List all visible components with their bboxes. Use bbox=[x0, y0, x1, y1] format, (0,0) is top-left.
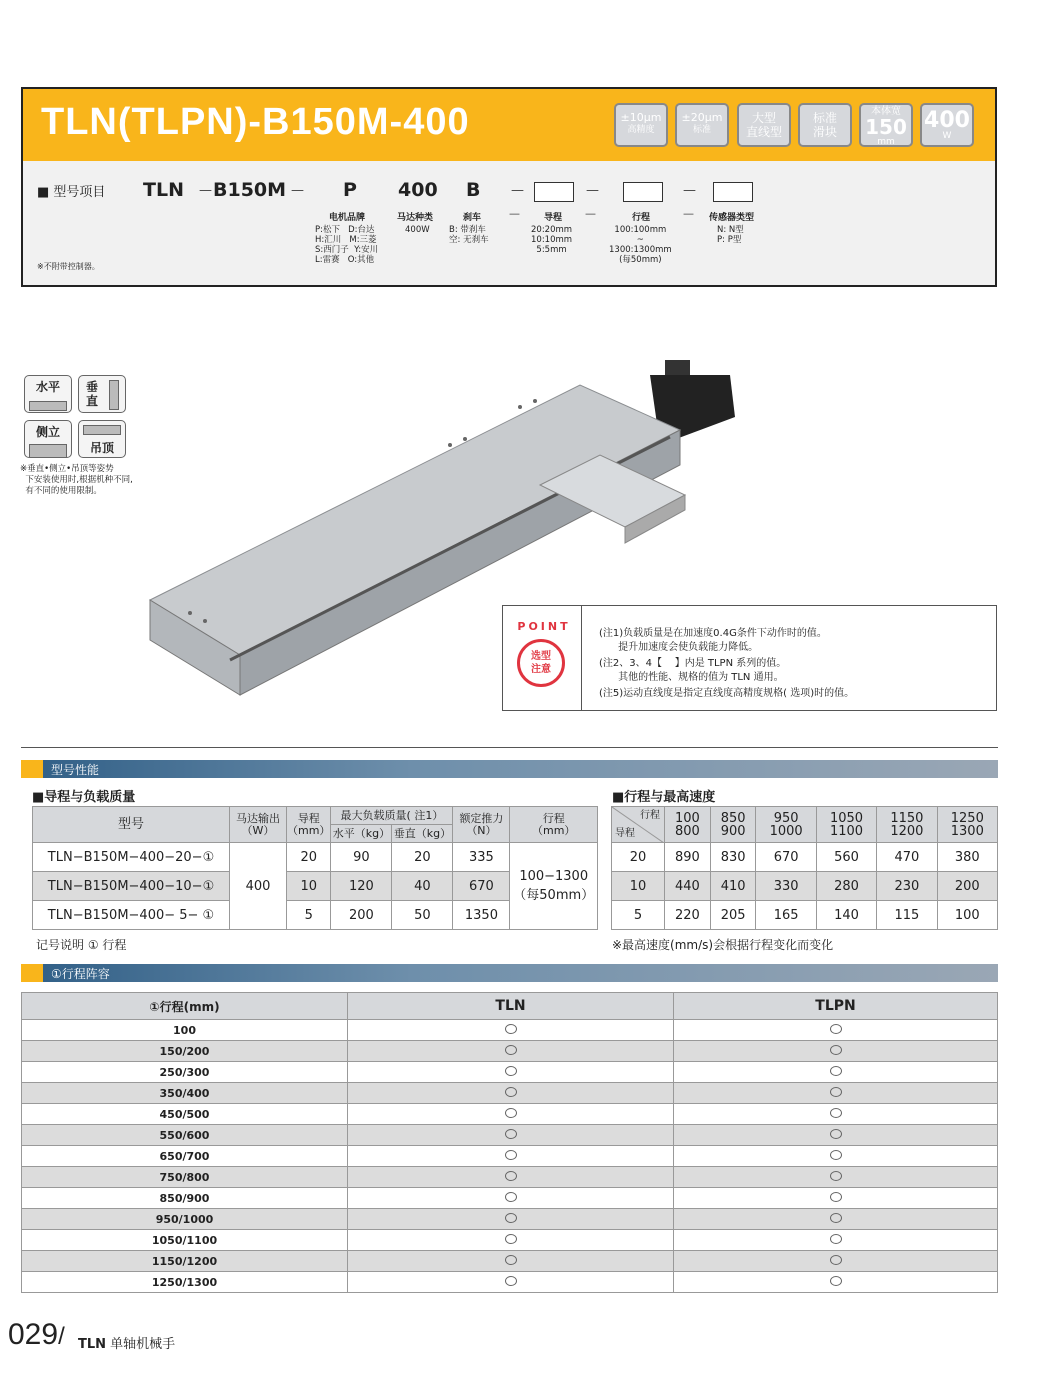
note-line-1: (注1)负载质量是在加速度0.4G条件下动作时的值。 bbox=[599, 628, 827, 639]
section-title: ①行程阵容 bbox=[51, 967, 110, 981]
perf-header-lead: 导程 （mm） bbox=[287, 807, 331, 843]
lineup-stroke: 950/1000 bbox=[22, 1209, 348, 1230]
lineup-stroke: 450/500 bbox=[22, 1104, 348, 1125]
controller-note: ※不附带控制器。 bbox=[37, 262, 100, 271]
table-row bbox=[22, 1062, 998, 1083]
perf-vertical: 40 bbox=[392, 872, 453, 901]
lineup-tln-cell bbox=[348, 1125, 674, 1146]
table-row bbox=[22, 1020, 998, 1041]
available-circle-icon bbox=[505, 1171, 517, 1181]
lineup-tln-cell bbox=[348, 1083, 674, 1104]
perf-header-max-load: 最大负载质量( 注1） bbox=[331, 807, 453, 825]
option-title-motor-type: 马达种类 bbox=[397, 213, 434, 223]
code-type: B150M bbox=[213, 179, 287, 201]
lineup-tlpn-cell bbox=[674, 1167, 998, 1188]
lineup-tln-cell bbox=[348, 1167, 674, 1188]
code-series: TLN bbox=[143, 179, 184, 201]
available-circle-icon bbox=[830, 1255, 842, 1265]
table-row: 20 890 830 670 560 470 380 bbox=[612, 843, 998, 872]
perf-thrust: 1350 bbox=[453, 901, 510, 930]
option-title-sensor: 传感器类型 bbox=[709, 213, 755, 223]
lineup-tln-cell bbox=[348, 1230, 674, 1251]
option-list-motor-brand: P:松下 D:台达 H:汇川 M:三菱 S:西门子 Y:安川 L:雷赛 O:其他 bbox=[315, 225, 379, 265]
speed-col: 1050 1100 bbox=[816, 807, 876, 843]
page-number: 029/ bbox=[8, 1318, 65, 1351]
mounting-note: ※垂直•侧立•吊顶等姿势 下安装使用时,根据机种不同, 有不同的使用限制。 bbox=[20, 464, 133, 496]
perf-motor: 400 bbox=[230, 843, 287, 930]
product-title: TLN(TLPN)-B150M-400 bbox=[41, 101, 470, 143]
perf-table bbox=[32, 806, 598, 930]
option-list-brake: B: 带刹车 空: 无刹车 bbox=[449, 225, 489, 245]
available-circle-icon bbox=[830, 1234, 842, 1244]
table-row bbox=[22, 1146, 998, 1167]
perf-stroke: 100−1300 （每50mm） bbox=[510, 843, 598, 930]
badge-standard-precision: ±20μm 标准 bbox=[675, 103, 729, 147]
perf-horizontal: 200 bbox=[331, 901, 392, 930]
lineup-tln-cell bbox=[348, 1272, 674, 1293]
selection-note-icon: 选型 注意 bbox=[517, 639, 565, 687]
speed-header-corner: 行程 导程 bbox=[612, 807, 665, 843]
option-title-stroke: 行程 bbox=[632, 213, 651, 223]
perf-vertical: 20 bbox=[392, 843, 453, 872]
speed-heading: ■行程与最高速度 bbox=[612, 790, 716, 805]
lineup-tlpn-cell bbox=[674, 1188, 998, 1209]
perf-lead: 10 bbox=[287, 872, 331, 901]
option-dash: — bbox=[509, 207, 520, 220]
speed-col: 1250 1300 bbox=[937, 807, 997, 843]
lineup-tln-cell bbox=[348, 1146, 674, 1167]
perf-thrust: 335 bbox=[453, 843, 510, 872]
model-code-label: ■ 型号项目 bbox=[37, 185, 106, 200]
lineup-tlpn-cell bbox=[674, 1146, 998, 1167]
note-line-3: (注2、3、4【 】内是 TLPN 系列的值。 bbox=[599, 658, 787, 669]
perf-lead: 20 bbox=[287, 843, 331, 872]
table-row: 5 220 205 165 140 115 100 bbox=[612, 901, 998, 930]
table-row bbox=[22, 1209, 998, 1230]
lineup-tlpn-cell bbox=[674, 1272, 998, 1293]
option-title-lead: 导程 bbox=[544, 213, 563, 223]
badge-large-linear: 大型 直线型 bbox=[737, 103, 791, 147]
available-circle-icon bbox=[505, 1066, 517, 1076]
mount-ceiling-icon: 吊顶 bbox=[78, 420, 126, 458]
lineup-header-tln: TLN bbox=[348, 993, 674, 1020]
code-motor-type: 400 bbox=[398, 179, 438, 201]
table-row bbox=[22, 1104, 998, 1125]
option-list-lead: 20:20mm 10:10mm 5:5mm bbox=[531, 225, 573, 255]
lineup-tln-cell bbox=[348, 1188, 674, 1209]
available-circle-icon bbox=[505, 1150, 517, 1160]
title-bar bbox=[23, 89, 995, 161]
available-circle-icon bbox=[505, 1255, 517, 1265]
available-circle-icon bbox=[830, 1171, 842, 1181]
speed-col: 100 800 bbox=[665, 807, 711, 843]
lineup-tlpn-cell bbox=[674, 1209, 998, 1230]
lineup-stroke: 650/700 bbox=[22, 1146, 348, 1167]
badge-standard-slider: 标准 滑块 bbox=[798, 103, 852, 147]
available-circle-icon bbox=[830, 1045, 842, 1055]
available-circle-icon bbox=[830, 1150, 842, 1160]
available-circle-icon bbox=[505, 1108, 517, 1118]
lineup-stroke: 1050/1100 bbox=[22, 1230, 348, 1251]
speed-note: ※最高速度(mm/s)会根据行程变化而变化 bbox=[612, 938, 834, 952]
lineup-tlpn-cell bbox=[674, 1251, 998, 1272]
perf-horizontal: 120 bbox=[331, 872, 392, 901]
available-circle-icon bbox=[505, 1192, 517, 1202]
lineup-stroke: 1150/1200 bbox=[22, 1251, 348, 1272]
code-lead-box bbox=[534, 182, 574, 202]
table-row bbox=[22, 1272, 998, 1293]
perf-lead: 5 bbox=[287, 901, 331, 930]
available-circle-icon bbox=[830, 1108, 842, 1118]
lineup-tlpn-cell bbox=[674, 1041, 998, 1062]
lineup-stroke: 1250/1300 bbox=[22, 1272, 348, 1293]
option-list-sensor: N: N型 P: P型 bbox=[717, 225, 744, 245]
badge-high-precision: ±10μm 高精度 bbox=[614, 103, 668, 147]
note-line-4: 其他的性能、规格的值为 TLN 通用。 bbox=[599, 672, 784, 683]
section-bar-performance bbox=[21, 760, 998, 778]
section-bar-stroke-lineup bbox=[21, 964, 998, 982]
code-stroke-box bbox=[623, 182, 663, 202]
stroke-lineup-table bbox=[21, 992, 998, 1293]
available-circle-icon bbox=[830, 1129, 842, 1139]
table-row: 10 440 410 330 280 230 200 bbox=[612, 872, 998, 901]
table-row bbox=[22, 1167, 998, 1188]
available-circle-icon bbox=[505, 1087, 517, 1097]
available-circle-icon bbox=[830, 1066, 842, 1076]
perf-header-horizontal: 水平（kg） bbox=[331, 825, 392, 843]
code-dash: — bbox=[683, 183, 696, 198]
lineup-stroke: 550/600 bbox=[22, 1125, 348, 1146]
code-motor-brand: P bbox=[343, 179, 357, 201]
lineup-stroke: 150/200 bbox=[22, 1041, 348, 1062]
lineup-tlpn-cell bbox=[674, 1125, 998, 1146]
table-row bbox=[22, 1230, 998, 1251]
perf-model: TLN−B150M−400−20−① bbox=[33, 843, 230, 872]
available-circle-icon bbox=[830, 1276, 842, 1286]
lineup-tln-cell bbox=[348, 1209, 674, 1230]
speed-table bbox=[611, 806, 998, 930]
perf-header-motor: 马达输出 （W） bbox=[230, 807, 287, 843]
badge-body-width: 本体宽 150 mm bbox=[859, 103, 913, 147]
perf-header-vertical: 垂直（kg） bbox=[392, 825, 453, 843]
lineup-stroke: 850/900 bbox=[22, 1188, 348, 1209]
lineup-tln-cell bbox=[348, 1020, 674, 1041]
perf-header-model: 型号 bbox=[33, 807, 230, 843]
perf-legend: 记号说明 ① 行程 bbox=[36, 938, 127, 952]
available-circle-icon bbox=[830, 1024, 842, 1034]
section-title: 型号性能 bbox=[51, 763, 100, 777]
available-circle-icon bbox=[830, 1213, 842, 1223]
available-circle-icon bbox=[505, 1276, 517, 1286]
perf-model: TLN−B150M−400−10−① bbox=[33, 872, 230, 901]
perf-header-stroke: 行程 （mm） bbox=[510, 807, 598, 843]
lineup-tln-cell bbox=[348, 1062, 674, 1083]
table-row bbox=[22, 1041, 998, 1062]
table-row bbox=[22, 1251, 998, 1272]
option-list-motor-type: 400W bbox=[405, 225, 430, 235]
lineup-stroke: 100 bbox=[22, 1020, 348, 1041]
mount-vertical-icon: 垂直 bbox=[78, 375, 126, 413]
code-sensor-box bbox=[713, 182, 753, 202]
table-row bbox=[22, 1188, 998, 1209]
code-dash: — bbox=[511, 183, 524, 198]
available-circle-icon bbox=[830, 1192, 842, 1202]
point-divider bbox=[581, 606, 582, 710]
mount-horizontal-icon: 水平 bbox=[24, 375, 72, 413]
available-circle-icon bbox=[830, 1087, 842, 1097]
perf-thrust: 670 bbox=[453, 872, 510, 901]
lineup-tlpn-cell bbox=[674, 1020, 998, 1041]
available-circle-icon bbox=[505, 1129, 517, 1139]
badge-motor-power: 400 W bbox=[920, 103, 974, 147]
perf-model: TLN−B150M−400− 5− ① bbox=[33, 901, 230, 930]
speed-col: 1150 1200 bbox=[877, 807, 937, 843]
speed-col: 950 1000 bbox=[756, 807, 816, 843]
perf-heading: ■导程与负载质量 bbox=[32, 790, 136, 805]
table-row bbox=[22, 1125, 998, 1146]
code-dash: — bbox=[586, 183, 599, 198]
option-title-motor-brand: 电机品牌 bbox=[329, 213, 366, 223]
option-dash: — bbox=[683, 207, 694, 220]
note-line-5: (注5)运动直线度是指定直线度高精度规格( 选项)时的值。 bbox=[599, 688, 855, 699]
code-dash: — bbox=[199, 183, 212, 198]
lineup-header-tlpn: TLPN bbox=[674, 993, 998, 1020]
footer-series: TLN 单轴机械手 bbox=[78, 1337, 176, 1352]
lineup-tln-cell bbox=[348, 1104, 674, 1125]
table-row bbox=[22, 1083, 998, 1104]
lineup-tlpn-cell bbox=[674, 1230, 998, 1251]
code-dash: — bbox=[291, 183, 304, 198]
point-word: POINT bbox=[517, 620, 571, 633]
perf-horizontal: 90 bbox=[331, 843, 392, 872]
table-row bbox=[33, 843, 598, 872]
option-title-brake: 刹车 bbox=[463, 213, 482, 223]
available-circle-icon bbox=[505, 1045, 517, 1055]
lineup-tlpn-cell bbox=[674, 1104, 998, 1125]
lineup-header-stroke: ①行程(mm) bbox=[22, 993, 348, 1020]
available-circle-icon bbox=[505, 1213, 517, 1223]
lineup-tlpn-cell bbox=[674, 1062, 998, 1083]
option-dash: — bbox=[585, 207, 596, 220]
available-circle-icon bbox=[505, 1234, 517, 1244]
available-circle-icon bbox=[505, 1024, 517, 1034]
mount-side-icon: 侧立 bbox=[24, 420, 72, 458]
perf-vertical: 50 bbox=[392, 901, 453, 930]
lineup-tlpn-cell bbox=[674, 1083, 998, 1104]
lineup-stroke: 350/400 bbox=[22, 1083, 348, 1104]
divider-line bbox=[21, 747, 998, 748]
code-brake: B bbox=[466, 179, 481, 201]
note-line-2: 提升加速度会使负载能力降低。 bbox=[599, 642, 759, 653]
model-header-box bbox=[21, 87, 997, 287]
lineup-tln-cell bbox=[348, 1251, 674, 1272]
lineup-tln-cell bbox=[348, 1041, 674, 1062]
point-notes-box bbox=[502, 605, 997, 711]
lineup-stroke: 250/300 bbox=[22, 1062, 348, 1083]
speed-col: 850 900 bbox=[710, 807, 756, 843]
option-list-stroke: 100:100mm ~ 1300:1300mm (每50mm) bbox=[609, 225, 672, 265]
perf-header-thrust: 额定推力 （N） bbox=[453, 807, 510, 843]
lineup-stroke: 750/800 bbox=[22, 1167, 348, 1188]
